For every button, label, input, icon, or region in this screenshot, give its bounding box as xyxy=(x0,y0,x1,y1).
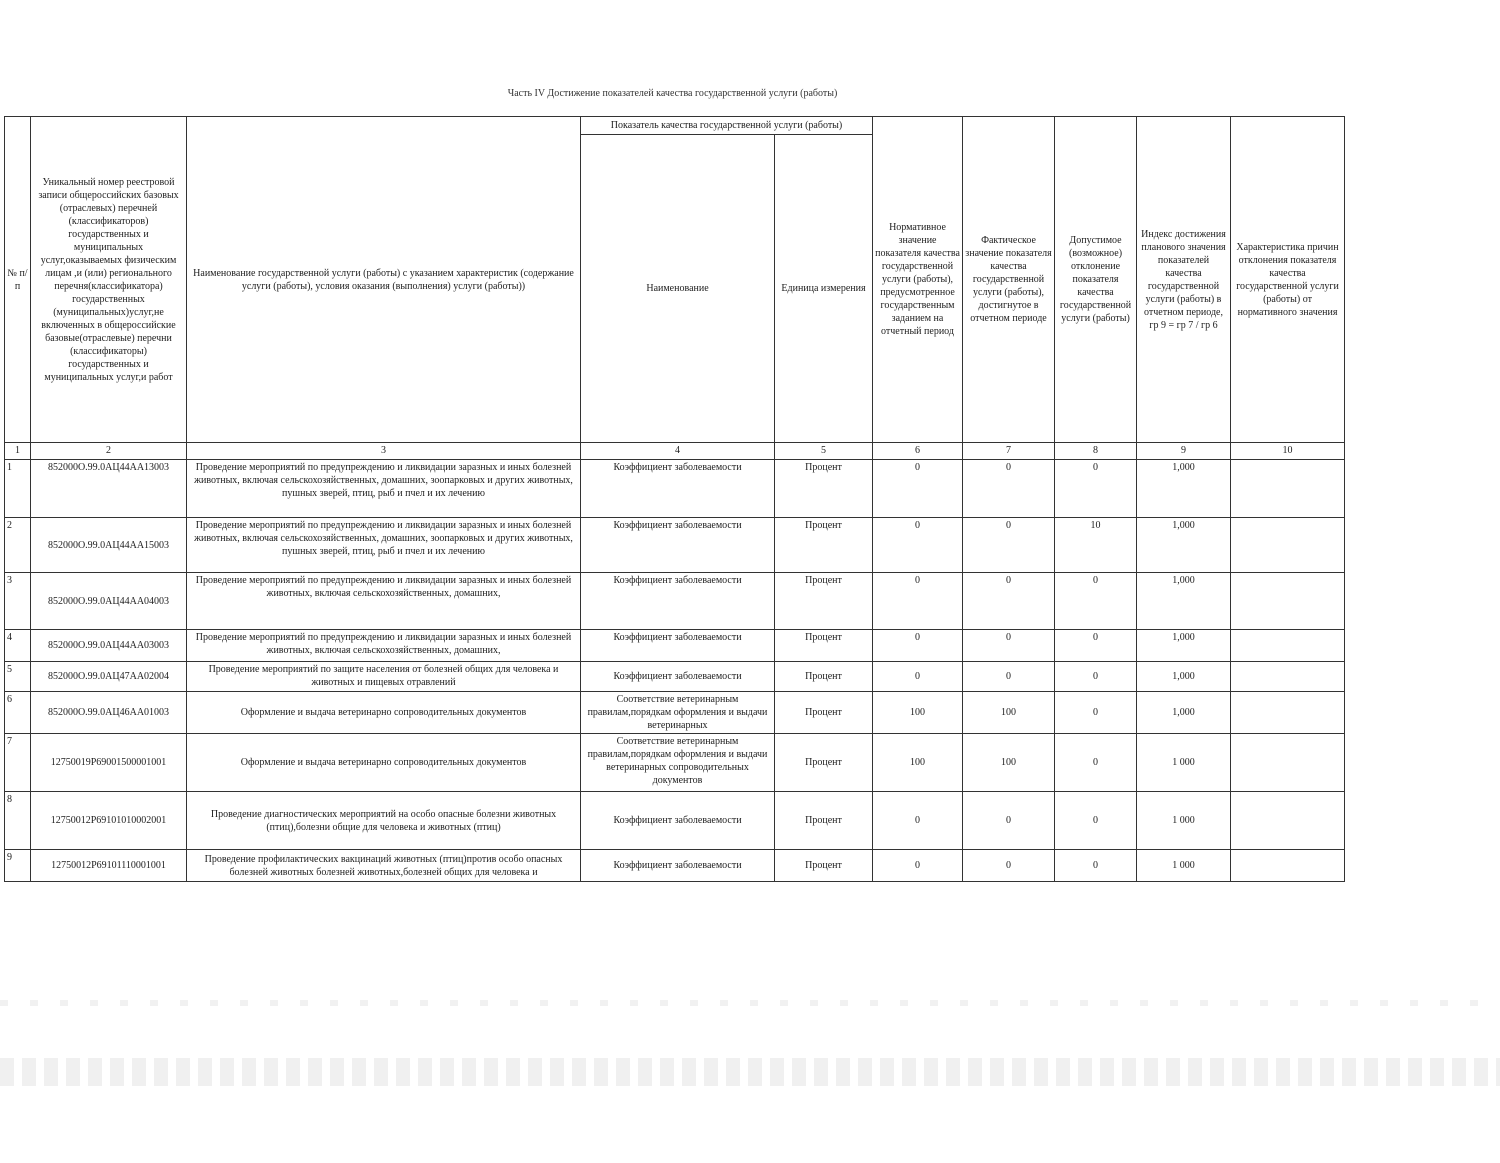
deviation-value: 0 xyxy=(1055,734,1137,792)
fact-value: 0 xyxy=(963,460,1055,518)
column-number-row xyxy=(5,443,1345,460)
service-name: Проведение мероприятий по предупреждению и ликвидации заразных и иных болезней животных, включая сельскохозяйственных, домашних, xyxy=(187,573,581,630)
header-col-5: Единица измерения xyxy=(775,135,873,443)
table-row xyxy=(5,630,1345,662)
indicator-name: Коэффициент заболеваемости xyxy=(581,460,775,518)
column-number: 5 xyxy=(775,443,873,460)
index-value: 1 000 xyxy=(1137,734,1231,792)
norm-value: 0 xyxy=(873,518,963,573)
registry-code: 852000О.99.0АЦ47АА02004 xyxy=(31,662,187,692)
norm-value: 0 xyxy=(873,460,963,518)
row-number: 2 xyxy=(5,518,31,573)
service-name: Оформление и выдача ветеринарно сопроводительных документов xyxy=(187,692,581,734)
indicator-name: Коэффициент заболеваемости xyxy=(581,662,775,692)
fact-value: 0 xyxy=(963,518,1055,573)
column-number: 7 xyxy=(963,443,1055,460)
reason xyxy=(1231,850,1345,882)
service-name: Проведение мероприятий по защите населения от болезней общих для человека и животных и пищевых отравлений xyxy=(187,662,581,692)
reason xyxy=(1231,573,1345,630)
unit: Процент xyxy=(775,460,873,518)
index-value: 1,000 xyxy=(1137,662,1231,692)
header-col-6: Нормативное значение показателя качества государственной услуги (работы), предусмотренное государственным заданием на отчетный период xyxy=(873,117,963,443)
registry-code: 12750012Р69101010002001 xyxy=(31,792,187,850)
column-number: 4 xyxy=(581,443,775,460)
unit: Процент xyxy=(775,692,873,734)
index-value: 1 000 xyxy=(1137,792,1231,850)
fact-value: 100 xyxy=(963,692,1055,734)
unit: Процент xyxy=(775,573,873,630)
reason xyxy=(1231,662,1345,692)
indicator-name: Коэффициент заболеваемости xyxy=(581,792,775,850)
registry-code: 852000О.99.0АЦ44АА03003 xyxy=(31,630,187,662)
reason xyxy=(1231,630,1345,662)
table-row xyxy=(5,850,1345,882)
reason xyxy=(1231,734,1345,792)
service-name: Проведение мероприятий по предупреждению и ликвидации заразных и иных болезней животных, включая сельскохозяйственных, домашних, зоопарковых и других животных, пушных зверей, птиц, рыб и пчел и их лечению xyxy=(187,518,581,573)
fact-value: 0 xyxy=(963,662,1055,692)
unit: Процент xyxy=(775,662,873,692)
table-row xyxy=(5,692,1345,734)
fact-value: 0 xyxy=(963,573,1055,630)
registry-code: 852000О.99.0АЦ46АА01003 xyxy=(31,692,187,734)
row-number: 6 xyxy=(5,692,31,734)
deviation-value: 0 xyxy=(1055,662,1137,692)
table-row xyxy=(5,460,1345,518)
fact-value: 0 xyxy=(963,630,1055,662)
index-value: 1,000 xyxy=(1137,630,1231,662)
index-value: 1 000 xyxy=(1137,850,1231,882)
unit: Процент xyxy=(775,630,873,662)
column-number: 1 xyxy=(5,443,31,460)
norm-value: 0 xyxy=(873,662,963,692)
page-title: Часть IV Достижение показателей качества государственной услуги (работы) xyxy=(507,88,838,99)
row-number: 9 xyxy=(5,850,31,882)
reason xyxy=(1231,460,1345,518)
index-value: 1,000 xyxy=(1137,460,1231,518)
header-col-9: Индекс достижения планового значения показателей качества государственной услуги (работы) в отчетном периоде, гр 9 = гр 7 / гр 6 xyxy=(1137,117,1231,443)
deviation-value: 0 xyxy=(1055,573,1137,630)
reason xyxy=(1231,692,1345,734)
header-col-4: Наименование xyxy=(581,135,775,443)
service-name: Проведение мероприятий по предупреждению и ликвидации заразных и иных болезней животных, включая сельскохозяйственных, домашних, xyxy=(187,630,581,662)
unit: Процент xyxy=(775,792,873,850)
registry-code: 852000О.99.0АЦ44АА04003 xyxy=(31,573,187,630)
column-number: 9 xyxy=(1137,443,1231,460)
column-number: 10 xyxy=(1231,443,1345,460)
registry-code: 852000О.99.0АЦ44АА15003 xyxy=(31,518,187,573)
quality-indicators-table xyxy=(4,116,1345,882)
norm-value: 100 xyxy=(873,692,963,734)
reason xyxy=(1231,518,1345,573)
deviation-value: 0 xyxy=(1055,792,1137,850)
reason xyxy=(1231,792,1345,850)
deviation-value: 10 xyxy=(1055,518,1137,573)
column-number: 8 xyxy=(1055,443,1137,460)
fact-value: 0 xyxy=(963,792,1055,850)
registry-code: 12750012Р69101110001001 xyxy=(31,850,187,882)
scan-artifact xyxy=(0,1058,1500,1086)
index-value: 1,000 xyxy=(1137,518,1231,573)
index-value: 1,000 xyxy=(1137,692,1231,734)
norm-value: 100 xyxy=(873,734,963,792)
norm-value: 0 xyxy=(873,792,963,850)
table-row xyxy=(5,792,1345,850)
table-row xyxy=(5,662,1345,692)
header-col-2: Уникальный номер реестровой записи общероссийских базовых (отраслевых) перечней (классификаторов) государственных и муниципальных услуг,оказываемых физическим лицам ,и (или) регионального перечня(классификатора) государственных (муниципальных)услуг,не включенных в общероссийские базовые(отраслевые) перечни (классификаторы) государственных и муниципальных услуг,и работ xyxy=(31,117,187,443)
header-col-7: Фактическое значение показателя качества государственной услуги (работы), достигнутое в отчетном периоде xyxy=(963,117,1055,443)
column-number: 3 xyxy=(187,443,581,460)
service-name: Проведение диагностических мероприятий на особо опасные болезни животных (птиц),болезни общие для человека и животных (птиц) xyxy=(187,792,581,850)
row-number: 1 xyxy=(5,460,31,518)
fact-value: 100 xyxy=(963,734,1055,792)
registry-code: 852000О.99.0АЦ44АА13003 xyxy=(31,460,187,518)
header-col-8: Допустимое (возможное) отклонение показателя качества государственной услуги (работы) xyxy=(1055,117,1137,443)
indicator-name: Коэффициент заболеваемости xyxy=(581,573,775,630)
header-col-10: Характеристика причин отклонения показателя качества государственной услуги (работы) от нормативного значения xyxy=(1231,117,1345,443)
index-value: 1,000 xyxy=(1137,573,1231,630)
row-number: 8 xyxy=(5,792,31,850)
indicator-name: Соответствие ветеринарным правилам,порядкам оформления и выдачи ветеринарных xyxy=(581,692,775,734)
fact-value: 0 xyxy=(963,850,1055,882)
row-number: 7 xyxy=(5,734,31,792)
unit: Процент xyxy=(775,734,873,792)
service-name: Проведение мероприятий по предупреждению и ликвидации заразных и иных болезней животных, включая сельскохозяйственных, домашних, зоопарковых и других животных, пушных зверей, птиц, рыб и пчел и их лечению xyxy=(187,460,581,518)
row-number: 4 xyxy=(5,630,31,662)
column-number: 2 xyxy=(31,443,187,460)
deviation-value: 0 xyxy=(1055,630,1137,662)
norm-value: 0 xyxy=(873,850,963,882)
unit: Процент xyxy=(775,850,873,882)
indicator-name: Коэффициент заболеваемости xyxy=(581,630,775,662)
table-row xyxy=(5,573,1345,630)
table-row xyxy=(5,518,1345,573)
service-name: Оформление и выдача ветеринарно сопроводительных документов xyxy=(187,734,581,792)
deviation-value: 0 xyxy=(1055,692,1137,734)
header-group-indicator: Показатель качества государственной услуги (работы) xyxy=(581,117,873,135)
column-number: 6 xyxy=(873,443,963,460)
norm-value: 0 xyxy=(873,573,963,630)
registry-code: 12750019Р69001500001001 xyxy=(31,734,187,792)
unit: Процент xyxy=(775,518,873,573)
header-col-3: Наименование государственной услуги (работы) с указанием характеристик (содержание услуги (работы), условия оказания (выполнения) услуги (работы)) xyxy=(187,117,581,443)
row-number: 5 xyxy=(5,662,31,692)
deviation-value: 0 xyxy=(1055,850,1137,882)
deviation-value: 0 xyxy=(1055,460,1137,518)
table-row xyxy=(5,734,1345,792)
norm-value: 0 xyxy=(873,630,963,662)
scan-artifact xyxy=(0,1000,1500,1006)
indicator-name: Соответствие ветеринарным правилам,порядкам оформления и выдачи ветеринарных сопроводительных документов xyxy=(581,734,775,792)
row-number: 3 xyxy=(5,573,31,630)
header-col-1: № п/п xyxy=(5,117,31,443)
indicator-name: Коэффициент заболеваемости xyxy=(581,518,775,573)
service-name: Проведение профилактических вакцинаций животных (птиц)против особо опасных болезней животных болезней животных,болезней общих для человека и xyxy=(187,850,581,882)
indicator-name: Коэффициент заболеваемости xyxy=(581,850,775,882)
